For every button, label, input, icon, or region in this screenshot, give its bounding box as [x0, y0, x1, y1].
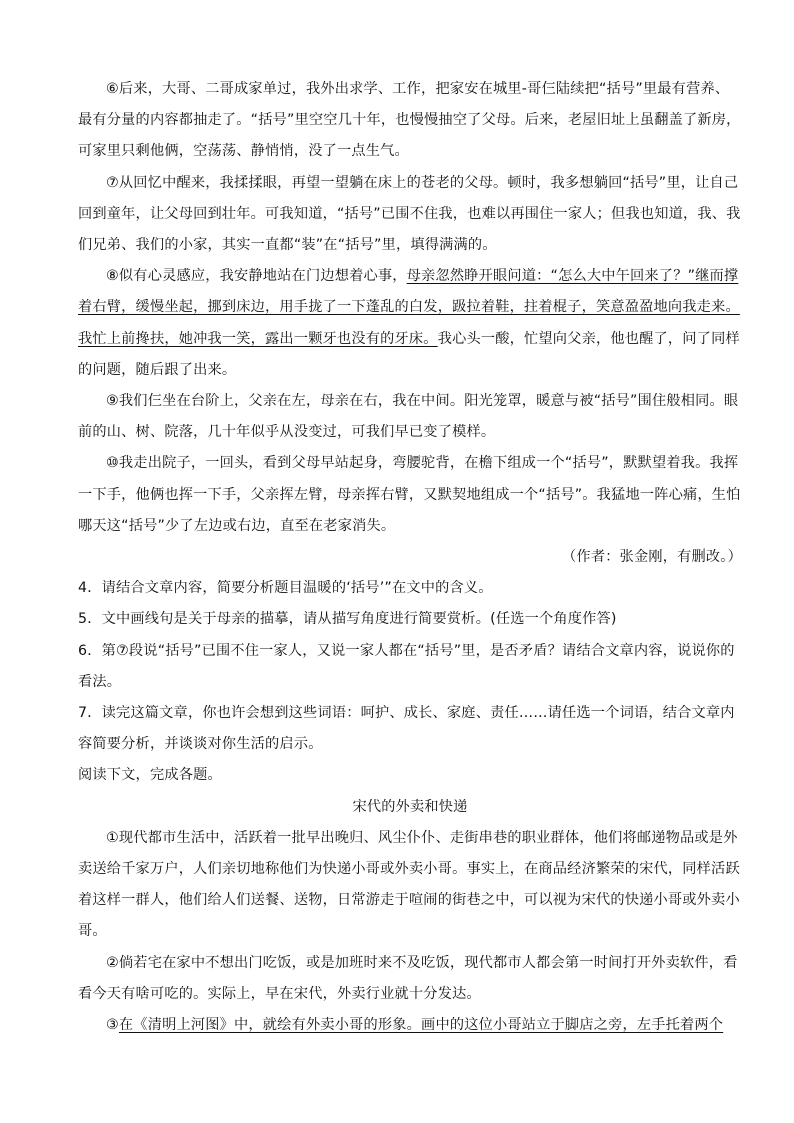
story-paragraph-10: ⑩我走出院子，一回头，看到父母早站起身，弯腰驼背，在檐下组成一个“括号”，默默望着我。我挥一下手，他俩也挥一下手，父亲挥左臂，母亲挥右臂，又默契地组成一个“括号”。我猛地一阵心痛，生怕哪天这“括号”少了左边或右边，直至在老家消失。	[78, 455, 741, 534]
paragraph-8-tail: 我心头一酸，忙望向父亲，他也醒了，问了同样的问题，随后跟了出来。	[78, 330, 740, 378]
reading-instruction: 阅读下文，完成各题。	[78, 767, 222, 784]
author-credit: （作者：张金刚，有删改。）	[562, 549, 742, 566]
story-paragraph-8	[78, 261, 742, 386]
story-paragraph-6: ⑥后来，大哥、二哥成家单过，我外出求学、工作，把家安在城里-哥仨陆续把“括号”里最有营养、最有分量的内容都抽走了。“括号”里空空几十年，也慢慢抽空了父母。后来，老屋旧址上虽翻盖了新房，可家里只剩他俩，空荡荡、静悄悄，没了一点生气。	[78, 81, 741, 160]
question-5: 5．文中画线句是关于母亲的描摹，请从描写角度进行简要赏析。(任选一个角度作答)	[78, 611, 617, 628]
article-paragraph-3	[78, 1010, 742, 1041]
question-6: 6．第⑦段说“括号”已围不住一家人，又说一家人都在“括号”里，是否矛盾？请结合文章内容，说说你的看法。	[78, 642, 735, 690]
article-paragraph-1: ①现代都市生活中，活跃着一批早出晚归、风尘仆仆、走街串巷的职业群体，他们将邮递物品或是外卖送给千家万户，人们亲切地称他们为快递小哥或外卖小哥。事实上，在商品经济繁荣的宋代，同样活跃着这样一群人，他们给人们送餐、送物，日常游走于喧闹的街巷之中，可以视为宋代的快递小哥或外卖小哥。	[78, 829, 740, 940]
article-title: 宋代的外卖和快递	[352, 798, 468, 815]
paragraph-3-number: ③	[106, 1017, 119, 1034]
underlined-mother-description: 母亲忽然睁开眼问道：“怎么大中午回来了？”继而撑着右臂，缓慢坐起，挪到床边，用手拢了一下蓬乱的白发，趿拉着鞋，拄着棍子，笑意盈盈地向我走来。我忙上前搀扶，她冲我一笑，露出一颗牙也没有的牙床。	[78, 268, 740, 347]
document-page	[78, 74, 742, 1041]
paragraph-8-lead: ⑧似有心灵感应，我安静地站在门边想着心事，	[106, 268, 407, 285]
question-7: 7．读完这篇文章，你也许会想到这些词语：呵护、成长、家庭、责任……请任选一个词语，结合文章内容简要分析，并谈谈对你生活的启示。	[78, 705, 735, 753]
story-paragraph-9: ⑨我们仨坐在台阶上，父亲在左，母亲在右，我在中间。阳光笼罩，暖意与被“括号”围住般相同。眼前的山、树、院落，几十年似乎从没变过，可我们早已变了模样。	[78, 393, 739, 441]
story-paragraph-7: ⑦从回忆中醒来，我揉揉眼，再望一望躺在床上的苍老的父母。顿时，我多想躺回“括号”里，让自己回到童年，让父母回到壮年。可我知道，“括号”已围不住我，也难以再围住一家人；但我也知道，我、我们兄弟、我们的小家，其实一直都“装”在“括号”里，填得满满的。	[78, 174, 741, 254]
question-4: 4．请结合文章内容，简要分析题目温暖的‘括号’”在文中的含义。	[78, 580, 493, 597]
underlined-painting-sentence: 在《清明上河图》中，就绘有外卖小哥的形象。画中的这位小哥站立于脚店之旁，左手托着两个	[118, 1017, 724, 1034]
article-paragraph-2: ②倘若宅在家中不想出门吃饭，或是加班时来不及吃饭，现代都市人都会第一时间打开外卖软件，看看今天有啥可吃的。实际上，早在宋代，外卖行业就十分发达。	[78, 954, 738, 1002]
